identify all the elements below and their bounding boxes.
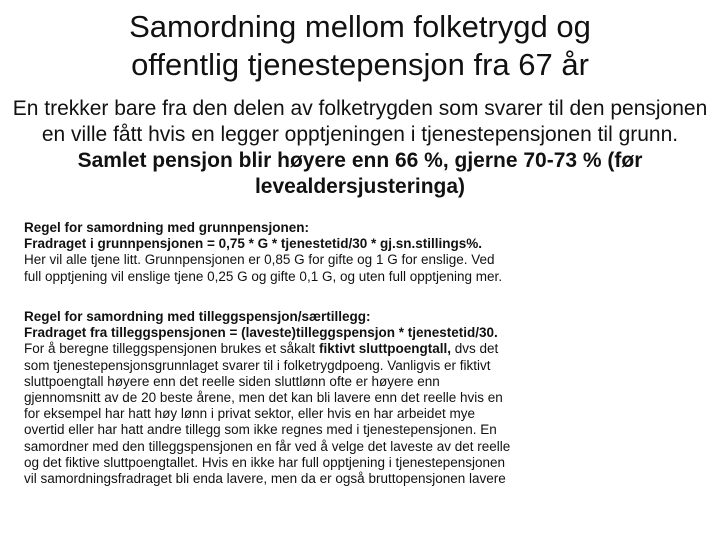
- section2-line: og det fiktive sluttpoengtallet. Hvis en ikke har full opptjening i tjenestepensjonen: [24, 454, 506, 470]
- intro-text: En trekker bare fra den delen av folketrygden som svarer til den pensjonen en ville fått hvis en legger opptjeningen i tjenestepensjonen til grunn.: [12, 97, 708, 146]
- section-grunnpensjon: [24, 220, 700, 285]
- section1-line: full opptjening vil enslige tjene 0,25 G og gifte 0,1 G, og uten full opptjening mer.: [24, 268, 503, 284]
- section1-formula: Fradraget i grunnpensjonen = 0,75 * G * tjenestetid/30 * gj.sn.stillings%.: [24, 236, 482, 252]
- section2-line-first: [24, 341, 700, 357]
- section-tilleggspensjon: [24, 309, 700, 487]
- section1-heading: Regel for samordning med grunnpensjonen:: [24, 220, 310, 235]
- section2-line: gjennomsnitt av de 20 beste årene, men det kan bli lavere enn det reelle hvis en: [24, 390, 503, 406]
- title-line-2: offentlig tjenestepensjon fra 67 år: [131, 47, 589, 82]
- section2-line1-bold: fiktivt sluttpoengtall,: [318, 341, 451, 357]
- section2-line: samordner med den tilleggspensjonen en får ved å velge det laveste av det reelle: [24, 438, 511, 454]
- section2-line: overtid eller har hatt andre tillegg som ikke regnes med i tjenestepensjonen. En: [24, 422, 497, 438]
- section2-line1-pre: For å beregne tilleggspensjonen brukes et såkalt: [24, 341, 316, 357]
- section2-line: sluttpoengtall høyere enn det reelle siden sluttlønn ofte er høyere enn: [24, 373, 440, 389]
- section2-formula: Fradraget fra tilleggspensjonen = (laveste)tilleggspensjon * tjenestetid/30.: [24, 325, 498, 341]
- title-line-1: Samordning mellom folketrygd og: [129, 9, 591, 44]
- section2-line: vil samordningsfradraget bli enda lavere, men da er også bruttopensjonen lavere: [24, 471, 506, 487]
- section1-line: Her vil alle tjene litt. Grunnpensjonen er 0,85 G for gifte og 1 G for enslige. Ved: [24, 252, 495, 268]
- section2-line: som tjenestepensjonsgrunnlaget svarer til i folketrygdpoeng. Vanligvis er fiktivt: [24, 357, 491, 373]
- section2-line1-post: dvs det: [454, 341, 499, 357]
- slide-title: [10, 8, 710, 84]
- intro-emphasis: Samlet pensjon blir høyere enn 66 %, gjerne 70-73 % (før levealdersjusteringa): [77, 149, 643, 198]
- section2-heading: Regel for samordning med tilleggspensjon/særtillegg:: [24, 309, 371, 324]
- intro-paragraph: [12, 96, 708, 200]
- section2-line: for eksempel har hatt høy lønn i privat sektor, eller hvis en har arbeidet mye: [24, 406, 475, 422]
